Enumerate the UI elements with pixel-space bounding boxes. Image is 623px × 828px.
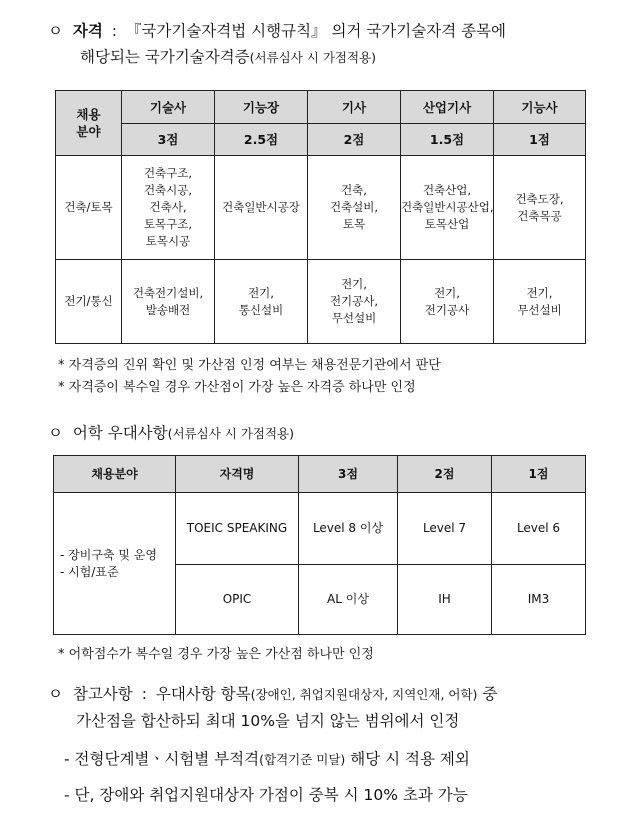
section2-heading xyxy=(48,423,294,444)
section3-sub1a: - 전형단계별ㆍ시험별 부적격 xyxy=(64,750,260,768)
cert-cell: 건축전기설비, 발송배전 xyxy=(122,260,215,344)
column-header: 3점 xyxy=(299,456,398,493)
section1-bullet: ㅇ xyxy=(48,22,63,40)
grade-header: 기능사 xyxy=(494,91,586,124)
section1-line2-wrap xyxy=(80,47,376,68)
table-row xyxy=(56,260,586,344)
section3-separator: : xyxy=(141,685,147,703)
score-cell: IM3 xyxy=(492,565,586,635)
cert-cell: 건축, 건축설비, 토목 xyxy=(308,156,401,260)
field-cell: 건축/토목 xyxy=(56,156,122,260)
section3-heading xyxy=(48,684,497,705)
points-header: 2.5점 xyxy=(215,124,308,156)
section3-line1a: 우대사항 항목 xyxy=(155,685,251,703)
points-header: 1.5점 xyxy=(401,124,494,156)
cert-cell: 건축산업, 건축일반시공산업, 토목산업 xyxy=(401,156,494,260)
column-header: 2점 xyxy=(398,456,492,493)
section1-heading xyxy=(48,21,506,41)
section3-bullet: ㅇ xyxy=(48,685,63,703)
cert-cell: 건축일반시공장 xyxy=(215,156,308,260)
points-header-row xyxy=(56,124,586,156)
section2-bullet: ㅇ xyxy=(48,424,63,442)
section1-note: * 자격증이 복수일 경우 가산점이 가장 높은 자격증 하나만 인정 xyxy=(58,380,416,395)
section3-line1-note: (장애인, 취업지원대상자, 지역인재, 어학) xyxy=(250,687,478,702)
section3-sub1-note: (합격기준 미달) xyxy=(259,752,346,767)
score-cell: AL 이상 xyxy=(299,565,398,635)
grade-header: 기사 xyxy=(308,91,401,124)
grade-header: 기술사 xyxy=(122,91,215,124)
section1-separator: : xyxy=(111,22,117,40)
section1-line2-note: (서류심사 시 가점적용) xyxy=(249,50,377,65)
section2-title: 어학 우대사항 xyxy=(72,424,168,442)
test-name-cell: TOEIC SPEAKING xyxy=(176,493,299,565)
score-cell: Level 6 xyxy=(492,493,586,565)
section3-sub1 xyxy=(64,749,470,770)
field-cell: - 장비구축 및 운영 - 시험/표준 xyxy=(54,493,176,635)
grade-header: 기능장 xyxy=(215,91,308,124)
column-header: 채용분야 xyxy=(54,456,176,493)
section3-label: 참고사항 xyxy=(72,685,133,703)
points-header: 1점 xyxy=(494,124,586,156)
section1-note: * 자격증의 진위 확인 및 가산점 인정 여부는 채용전문기관에서 판단 xyxy=(58,358,441,373)
field-header: 채용 분야 xyxy=(56,91,122,156)
certification-table xyxy=(55,90,586,344)
table-row xyxy=(56,156,586,260)
test-name-cell: OPIC xyxy=(176,565,299,635)
score-cell: Level 7 xyxy=(398,493,492,565)
section3-sub2: - 단, 장애와 취업지원대상자 가점이 중복 시 10% 초과 가능 xyxy=(64,786,468,804)
cert-cell: 전기, 무선설비 xyxy=(494,260,586,344)
grade-header-row xyxy=(56,91,586,124)
section2-note: * 어학점수가 복수일 경우 가장 높은 가산점 하나만 인정 xyxy=(58,647,374,662)
cert-cell: 건축도장, 건축목공 xyxy=(494,156,586,260)
section3-line2: 가산점을 합산하되 최대 10%을 넘지 않는 범위에서 인정 xyxy=(76,712,460,730)
cert-cell: 전기, 전기공사, 무선설비 xyxy=(308,260,401,344)
column-header: 자격명 xyxy=(176,456,299,493)
score-cell: Level 8 이상 xyxy=(299,493,398,565)
language-header-row xyxy=(54,456,586,493)
cert-cell: 전기, 통신설비 xyxy=(215,260,308,344)
section3-line1b: 중 xyxy=(482,685,498,703)
section1-label: 자격 xyxy=(72,22,103,40)
table-row xyxy=(54,493,586,565)
field-cell: 전기/통신 xyxy=(56,260,122,344)
section1-line2: 해당되는 국가기술자격증 xyxy=(80,48,250,66)
column-header: 1점 xyxy=(492,456,586,493)
section1-line1: 『국가기술자격법 시행규칙』 의거 국가기술자격 종목에 xyxy=(125,22,507,40)
cert-cell: 건축구조, 건축시공, 건축사, 토목구조, 토목시공 xyxy=(122,156,215,260)
section3-sub1b: 해당 시 적용 제외 xyxy=(350,750,470,768)
cert-cell: 전기, 전기공사 xyxy=(401,260,494,344)
grade-header: 산업기사 xyxy=(401,91,494,124)
language-table xyxy=(53,455,586,635)
score-cell: IH xyxy=(398,565,492,635)
points-header: 3점 xyxy=(122,124,215,156)
points-header: 2점 xyxy=(308,124,401,156)
section2-title-note: (서류심사 시 가점적용) xyxy=(167,426,294,441)
